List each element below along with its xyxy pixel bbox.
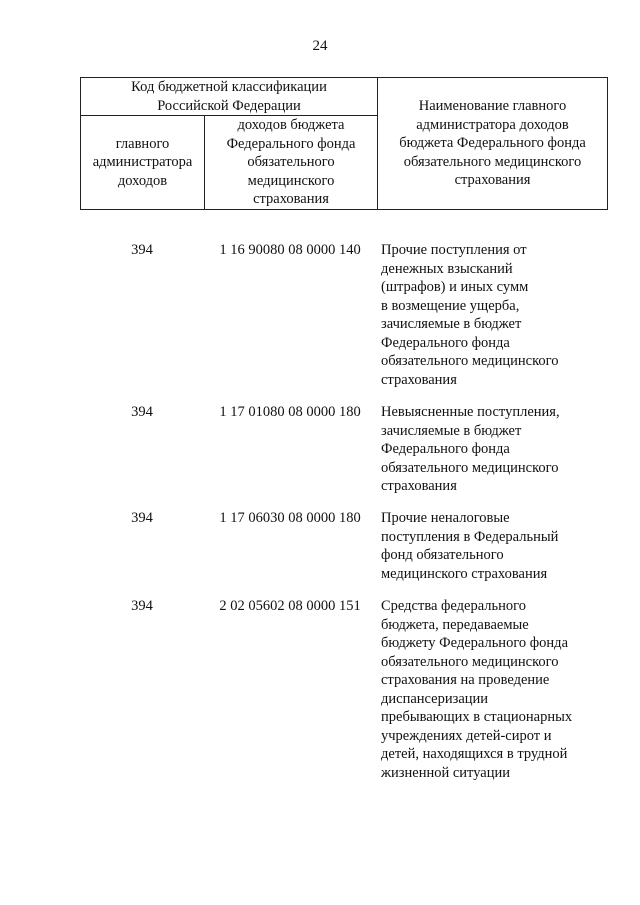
name-line: учреждениях детей-сирот и	[381, 727, 552, 744]
name-line: диспансеризации	[381, 690, 489, 707]
budget-code: 1 17 06030 08 0000 180	[219, 510, 361, 526]
name-line: бюджету Федерального фонда	[381, 635, 568, 651]
page-number: 24	[312, 38, 328, 54]
header-line: медицинского	[247, 172, 335, 189]
name-line: денежных взысканий	[381, 260, 513, 277]
income-name	[381, 509, 621, 583]
name-line: в возмещение ущерба,	[381, 297, 520, 314]
header-line: администратора	[92, 154, 193, 170]
name-line: Прочие поступления от	[381, 242, 527, 258]
name-line: Прочие неналоговые	[381, 510, 510, 526]
name-line: бюджета, передаваемые	[381, 616, 529, 633]
name-line: Средства федерального	[381, 598, 526, 614]
admin-code: 394	[131, 242, 153, 258]
budget-code: 2 02 05602 08 0000 151	[219, 598, 361, 614]
name-line: обязательного медицинского	[381, 353, 559, 369]
header-col-admin	[81, 116, 205, 210]
header-line: бюджета Федерального фонда	[399, 135, 586, 151]
budget-code: 1 16 90080 08 0000 140	[219, 242, 361, 258]
income-name	[381, 241, 621, 389]
header-line: страхования	[253, 191, 329, 207]
income-name	[381, 403, 621, 496]
classification-header-table	[80, 77, 608, 210]
header-line: Российской Федерации	[157, 97, 301, 114]
name-line: поступления в Федеральный	[381, 528, 559, 545]
name-line: страхования	[381, 371, 457, 388]
name-line: пребывающих в стационарных	[381, 709, 573, 725]
name-line: страхования	[381, 478, 457, 494]
admin-code: 394	[131, 598, 153, 614]
header-line: обязательного медицинского	[403, 153, 582, 170]
header-line: Наименование главного	[418, 98, 567, 114]
name-line: обязательного медицинского	[381, 459, 559, 476]
name-line: жизненной ситуации	[381, 764, 510, 781]
header-group-budget-classification	[81, 78, 378, 116]
name-line: Федерального фонда	[381, 334, 510, 351]
name-line: Невыясненные поступления,	[381, 404, 560, 420]
header-col-name	[378, 78, 608, 210]
header-line: доходов бюджета	[237, 117, 345, 133]
name-line: зачисляемые в бюджет	[381, 316, 522, 332]
name-line: Федерального фонда	[381, 441, 510, 457]
name-line: медицинского страхования	[381, 565, 548, 582]
header-line: администратора доходов	[416, 116, 569, 133]
header-line: Федерального фонда	[226, 135, 356, 152]
name-line: фонд обязательного	[381, 547, 504, 563]
name-line: страхования на проведение	[381, 672, 550, 688]
name-line: обязательного медицинского	[381, 653, 559, 670]
header-line: обязательного	[247, 154, 335, 170]
admin-code: 394	[131, 404, 153, 420]
admin-code: 394	[131, 510, 153, 526]
header-line: страхования	[454, 172, 531, 188]
name-line: детей, находящихся в трудной	[381, 746, 568, 762]
header-col-income	[205, 116, 378, 210]
income-name	[381, 597, 621, 782]
budget-code: 1 17 01080 08 0000 180	[219, 404, 361, 420]
name-line: (штрафов) и иных сумм	[381, 279, 529, 295]
name-line: зачисляемые в бюджет	[381, 422, 522, 439]
header-line: Код бюджетной классификации	[131, 79, 327, 95]
header-line: главного	[115, 135, 170, 152]
header-line: доходов	[117, 172, 168, 189]
